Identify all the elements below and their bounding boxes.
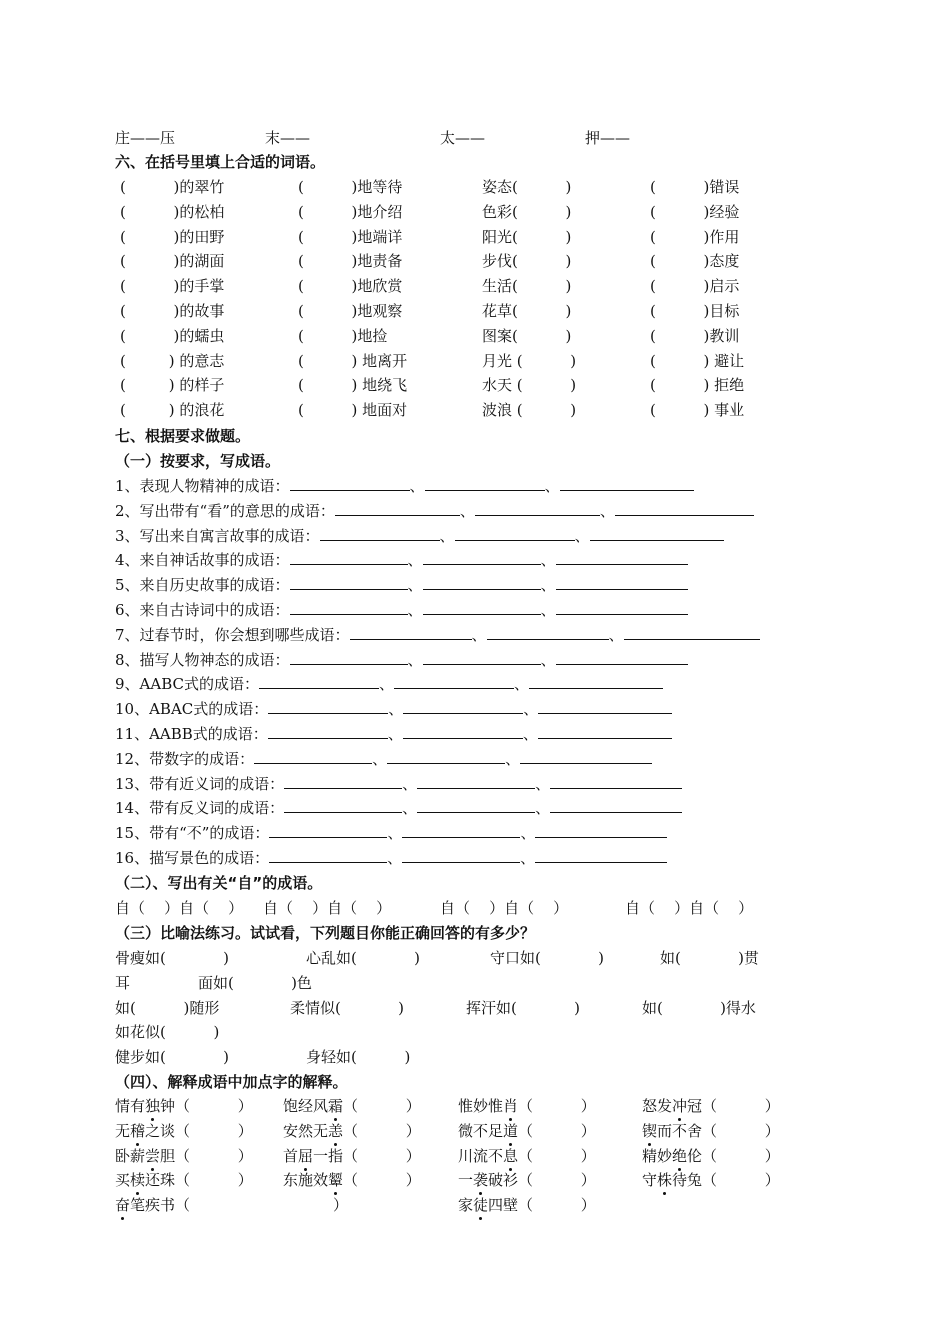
dotted-idiom — [458, 1121, 596, 1141]
answer-line[interactable] — [550, 798, 682, 813]
question-label: 8、描写人物神态的成语： — [115, 650, 290, 669]
dotted-idiom — [115, 1170, 253, 1190]
dotted-idiom — [115, 1195, 348, 1215]
fill-blank-cell: ( ) 地绕飞 — [298, 376, 408, 395]
simile-1: 骨瘦如( ) — [115, 949, 229, 967]
separator: 、 — [514, 675, 530, 694]
separator: 、 — [520, 824, 536, 843]
simile-2: 心乱如( ) — [306, 949, 420, 967]
dotted-idiom — [458, 1146, 596, 1166]
separator: 、 — [540, 650, 556, 669]
fill-blank-cell: ( ) 事业 — [650, 401, 745, 420]
dotted-idiom — [115, 1146, 253, 1166]
simile-12: 身轻如( ) — [306, 1048, 411, 1066]
dotted-character: 椟 — [130, 1171, 146, 1190]
answer-line[interactable] — [538, 724, 672, 739]
simile-4-cont: 耳 — [115, 974, 131, 992]
fill-blank-cell: ( ) 避让 — [650, 351, 745, 370]
answer-line[interactable] — [590, 526, 724, 541]
separator: 、 — [608, 625, 624, 644]
question-label: 10、ABAC式的成语： — [115, 700, 269, 719]
fill-blank-cell: 水天 ( ) — [482, 376, 577, 395]
dotted-character: 冲 — [672, 1097, 688, 1115]
separator: 、 — [544, 477, 560, 495]
answer-line[interactable] — [290, 650, 408, 665]
dotted-character: 锲 — [642, 1121, 658, 1140]
fill-blank-cell: ( )的蠕虫 — [120, 326, 225, 345]
dotted-character: 徒 — [473, 1196, 489, 1215]
fill-blank-cell: 图案( ) — [482, 326, 572, 345]
dotted-idiom — [642, 1121, 780, 1141]
separator: 、 — [459, 501, 475, 520]
idiom-question — [115, 501, 754, 521]
answer-line[interactable] — [535, 823, 667, 838]
dotted-character: 屈 — [298, 1146, 314, 1165]
idiom-text: 卧薪 — [115, 1146, 146, 1165]
answer-line[interactable] — [535, 848, 667, 863]
fill-blank-cell: ( )地观察 — [298, 302, 403, 320]
separator: 、 — [574, 526, 590, 545]
separator: 、 — [387, 849, 403, 867]
dotted-idiom — [283, 1146, 421, 1166]
dotted-character: 道 — [503, 1121, 519, 1140]
simile-10: 如花似( ) — [115, 1023, 220, 1041]
separator: 、 — [379, 675, 395, 694]
fill-blank-cell: ( ) 的浪花 — [120, 401, 225, 420]
separator: 、 — [520, 849, 536, 867]
idiom-text-rest: （ ） — [343, 1121, 421, 1140]
idiom-question — [115, 823, 667, 843]
fill-blank-cell: ( )教训 — [650, 326, 740, 345]
idiom-text-rest: 破衫（ ） — [488, 1171, 596, 1190]
simile-9: 如( )得水 — [642, 999, 756, 1017]
separator: 、 — [388, 700, 404, 719]
separator: 、 — [540, 576, 556, 595]
fill-blank-cell: ( )态度 — [650, 252, 740, 271]
idiom-text-rest: （ ） — [343, 1171, 421, 1190]
answer-line[interactable] — [269, 848, 387, 863]
dotted-idiom — [115, 1121, 253, 1141]
fill-blank-cell: ( )地责备 — [298, 252, 403, 271]
answer-line[interactable] — [269, 823, 387, 838]
separator: 、 — [407, 601, 423, 619]
separator: 、 — [409, 477, 425, 495]
separator: 、 — [535, 774, 551, 793]
separator: 、 — [407, 576, 423, 595]
dotted-idiom — [458, 1195, 596, 1215]
answer-line[interactable] — [556, 600, 688, 615]
dotted-idiom — [283, 1170, 421, 1190]
dotted-character: 尝 — [145, 1146, 161, 1165]
section-6-title: 六、在括号里填上合适的词语。 — [115, 153, 326, 171]
fill-blank-cell: ( )地等待 — [298, 178, 403, 196]
question-label: 12、带数字的成语： — [115, 749, 255, 768]
question-label: 2、写出带有“看”的意思的成语： — [115, 501, 335, 520]
answer-line[interactable] — [394, 674, 514, 689]
idiom-text: 守 — [642, 1171, 658, 1190]
question-label: 11、AABB式的成语： — [115, 725, 268, 743]
answer-line[interactable] — [529, 674, 663, 689]
fill-blank-cell: ( )的田野 — [120, 227, 225, 246]
fill-blank-cell: 花草( ) — [482, 302, 572, 320]
dotted-character: 恙 — [328, 1121, 344, 1140]
answer-line[interactable] — [403, 724, 523, 739]
answer-line[interactable] — [290, 575, 408, 590]
idiom-question — [115, 575, 688, 595]
idiom-text-rest: （ ） — [518, 1121, 596, 1140]
question-label: 6、来自古诗词中的成语： — [115, 601, 290, 619]
answer-line[interactable] — [254, 749, 372, 764]
idiom-text: 情有 — [115, 1097, 146, 1115]
answer-line[interactable] — [538, 699, 672, 714]
idiom-question — [115, 724, 672, 744]
question-label: 14、带有反义词的成语： — [115, 799, 285, 818]
answer-line[interactable] — [402, 823, 520, 838]
answer-line[interactable] — [403, 699, 523, 714]
idiom-text-rest: 四壁（ ） — [488, 1196, 596, 1215]
separator: 、 — [523, 700, 539, 719]
idiom-text: 首 — [283, 1146, 299, 1165]
question-label: 3、写出来自寓言故事的成语： — [115, 526, 320, 545]
separator: 、 — [402, 774, 418, 793]
dotted-character: 息 — [503, 1146, 519, 1165]
idiom-text: 川流不 — [458, 1146, 504, 1165]
zi-idiom-4: 自（ ）自（ ） — [625, 899, 754, 917]
dotted-idiom — [458, 1096, 596, 1116]
idiom-text-rest: 待兔（ ） — [672, 1171, 780, 1190]
answer-line[interactable] — [556, 575, 688, 590]
word-pair-1: 庄——压 — [115, 129, 176, 147]
idiom-text: 东施效 — [283, 1171, 329, 1190]
idiom-text-rest: 而不舍（ ） — [657, 1121, 780, 1140]
fill-blank-cell: ( )目标 — [650, 302, 740, 320]
answer-line[interactable] — [520, 749, 652, 764]
idiom-text: 家 — [458, 1196, 474, 1215]
idiom-question — [115, 749, 652, 769]
fill-blank-cell: ( )地介绍 — [298, 202, 403, 221]
idiom-question — [115, 550, 688, 570]
fill-blank-cell: 步伐( ) — [482, 252, 572, 271]
answer-line[interactable] — [402, 848, 520, 863]
answer-line[interactable] — [550, 774, 682, 789]
separator: 、 — [540, 601, 556, 619]
dotted-idiom — [642, 1146, 780, 1166]
dotted-character: 颦 — [328, 1171, 344, 1190]
separator: 、 — [387, 725, 403, 743]
answer-line[interactable] — [320, 526, 440, 541]
answer-line[interactable] — [423, 600, 541, 615]
fill-blank-cell: ( )的湖面 — [120, 252, 225, 271]
separator: 、 — [407, 650, 423, 669]
fill-blank-cell: 色彩( ) — [482, 202, 572, 221]
question-label: 4、来自神话故事的成语： — [115, 551, 290, 570]
fill-blank-cell: ( )的故事 — [120, 302, 225, 320]
separator: 、 — [402, 799, 418, 818]
idiom-text: 买 — [115, 1171, 131, 1190]
separator: 、 — [599, 501, 615, 520]
fill-blank-cell: ( )启示 — [650, 277, 740, 296]
fill-blank-cell: ( )的翠竹 — [120, 178, 225, 196]
separator: 、 — [505, 749, 521, 768]
part-3-title: （三）比喻法练习。试试看，下列题目你能正确回答的有多少？ — [115, 924, 536, 942]
idiom-text-rest: 钟（ ） — [160, 1097, 253, 1115]
answer-line[interactable] — [455, 526, 575, 541]
answer-line[interactable] — [387, 749, 505, 764]
idiom-question — [115, 798, 682, 818]
question-label: 15、带有“不”的成语： — [115, 824, 270, 843]
idiom-text-rest: （ ） — [518, 1097, 596, 1115]
dotted-character: 独 — [145, 1097, 161, 1115]
word-pair-4: 押—— — [585, 129, 631, 147]
question-label: 5、来自历史故事的成语： — [115, 576, 290, 595]
answer-line[interactable] — [423, 550, 541, 565]
answer-line[interactable] — [268, 724, 388, 739]
dotted-character: 株 — [657, 1171, 673, 1190]
word-pair-3: 太—— — [440, 129, 486, 147]
question-label: 1、表现人物精神的成语： — [115, 477, 290, 495]
zi-idiom-2: 自（ ）自（ ） — [263, 899, 392, 917]
dotted-idiom — [283, 1096, 421, 1116]
idiom-question — [115, 699, 672, 719]
fill-blank-cell: 波浪 ( ) — [482, 401, 577, 420]
separator: 、 — [522, 725, 538, 743]
idiom-question — [115, 625, 760, 645]
answer-line[interactable] — [284, 774, 402, 789]
idiom-text: 精妙 — [642, 1146, 673, 1165]
separator: 、 — [439, 526, 455, 545]
dotted-idiom — [115, 1096, 253, 1116]
dotted-character: 稽 — [130, 1121, 146, 1140]
answer-line[interactable] — [290, 550, 408, 565]
section-7-title: 七、根据要求做题。 — [115, 427, 251, 445]
question-label: 9、AABC式的成语： — [115, 675, 259, 694]
dotted-character: 奋 — [115, 1196, 131, 1215]
idiom-text-rest: 笔疾书（ ） — [130, 1196, 349, 1215]
dotted-character: 绝 — [672, 1146, 688, 1165]
idiom-text: 惟妙惟 — [458, 1097, 504, 1115]
fill-blank-cell: ( )地捡 — [298, 326, 388, 345]
fill-blank-cell: ( )地欣赏 — [298, 277, 403, 296]
answer-line[interactable] — [290, 476, 410, 491]
simile-11: 健步如( ) — [115, 1048, 229, 1066]
dotted-idiom — [283, 1121, 421, 1141]
zi-idiom-1: 自（ ）自（ ） — [115, 899, 244, 917]
idiom-text: 一 — [458, 1171, 474, 1190]
fill-blank-cell: ( ) 的样子 — [120, 376, 225, 395]
answer-line[interactable] — [350, 625, 472, 640]
answer-line[interactable] — [560, 476, 694, 491]
fill-blank-cell: ( ) 拒绝 — [650, 376, 745, 395]
answer-line[interactable] — [290, 600, 408, 615]
dotted-character: 肖 — [503, 1097, 519, 1115]
fill-blank-cell: ( ) 地面对 — [298, 401, 408, 420]
question-label: 16、描写景色的成语： — [115, 849, 270, 867]
answer-line[interactable] — [423, 650, 541, 665]
idiom-text-rest: 胆（ ） — [160, 1146, 253, 1165]
separator: 、 — [387, 824, 403, 843]
fill-blank-cell: ( ) 地离开 — [298, 351, 408, 370]
answer-line[interactable] — [268, 699, 388, 714]
idiom-question — [115, 848, 667, 868]
simile-3: 守口如( ) — [490, 949, 604, 967]
simile-7: 柔情似( ) — [290, 999, 404, 1017]
separator: 、 — [540, 551, 556, 570]
idiom-question — [115, 650, 688, 670]
idiom-text: 怒发 — [642, 1097, 673, 1115]
idiom-text-rest: 之谈（ ） — [145, 1121, 253, 1140]
fill-blank-cell: 生活( ) — [482, 277, 572, 296]
separator: 、 — [535, 799, 551, 818]
answer-line[interactable] — [556, 650, 688, 665]
zi-idiom-3: 自（ ）自（ ） — [440, 899, 569, 917]
separator: 、 — [372, 749, 388, 768]
answer-line[interactable] — [259, 674, 379, 689]
idiom-text-rest: （ ） — [518, 1146, 596, 1165]
idiom-text-rest: 冠（ ） — [687, 1097, 780, 1115]
fill-blank-cell: ( )作用 — [650, 227, 740, 246]
simile-8: 挥汗如( ) — [466, 999, 580, 1017]
question-label: 7、过春节时，你会想到哪些成语： — [115, 625, 350, 644]
answer-line[interactable] — [417, 774, 535, 789]
part-4-title: （四）、解释成语中加点字的解释。 — [115, 1073, 348, 1091]
idiom-text: 安然无 — [283, 1121, 329, 1140]
idiom-question — [115, 600, 688, 620]
idiom-text-rest: 伦（ ） — [687, 1146, 780, 1165]
idiom-text: 无 — [115, 1121, 131, 1140]
fill-blank-cell: ( ) 的意志 — [120, 351, 225, 370]
fill-blank-cell: ( )的松柏 — [120, 202, 225, 221]
fill-blank-cell: ( )的手掌 — [120, 277, 225, 296]
simile-4: 如( )贯 — [660, 949, 759, 967]
fill-blank-cell: 姿态( ) — [482, 178, 572, 196]
simile-5: 面如( )色 — [198, 974, 312, 992]
answer-line[interactable] — [425, 476, 545, 491]
idiom-text-rest: 还珠（ ） — [145, 1171, 253, 1190]
separator: 、 — [407, 551, 423, 570]
answer-line[interactable] — [335, 501, 460, 516]
fill-blank-cell: 月光 ( ) — [482, 351, 577, 370]
answer-line[interactable] — [423, 575, 541, 590]
separator: 、 — [471, 625, 487, 644]
fill-blank-cell: 阳光( ) — [482, 227, 572, 246]
answer-line[interactable] — [556, 550, 688, 565]
dotted-idiom — [642, 1096, 780, 1116]
dotted-idiom — [642, 1170, 780, 1190]
idiom-question — [115, 526, 724, 546]
simile-6: 如( )随形 — [115, 999, 220, 1017]
question-label: 13、带有近义词的成语： — [115, 774, 285, 793]
answer-line[interactable] — [624, 625, 760, 640]
idiom-question — [115, 774, 682, 794]
fill-blank-cell: ( )错误 — [650, 178, 740, 196]
part-2-title: （二）、写出有关“自”的成语。 — [115, 874, 323, 892]
answer-line[interactable] — [615, 501, 754, 516]
answer-line[interactable] — [487, 625, 609, 640]
dotted-idiom — [458, 1170, 596, 1190]
answer-line[interactable] — [417, 798, 535, 813]
dotted-character: 霜 — [328, 1097, 344, 1115]
answer-line[interactable] — [284, 798, 402, 813]
word-pair-2: 末—— — [265, 129, 311, 147]
dotted-character: 袭 — [473, 1171, 489, 1190]
idiom-text: 饱经风 — [283, 1097, 329, 1115]
idiom-text-rest: （ ） — [343, 1097, 421, 1115]
fill-blank-cell: ( )地端详 — [298, 227, 403, 246]
part-1-title: （一）按要求，写成语。 — [115, 452, 281, 470]
idiom-question — [115, 476, 694, 496]
answer-line[interactable] — [475, 501, 600, 516]
idiom-question — [115, 674, 663, 694]
idiom-text-rest: 一指（ ） — [313, 1146, 421, 1165]
fill-blank-cell: ( )经验 — [650, 202, 740, 221]
idiom-text: 微不足 — [458, 1121, 504, 1140]
